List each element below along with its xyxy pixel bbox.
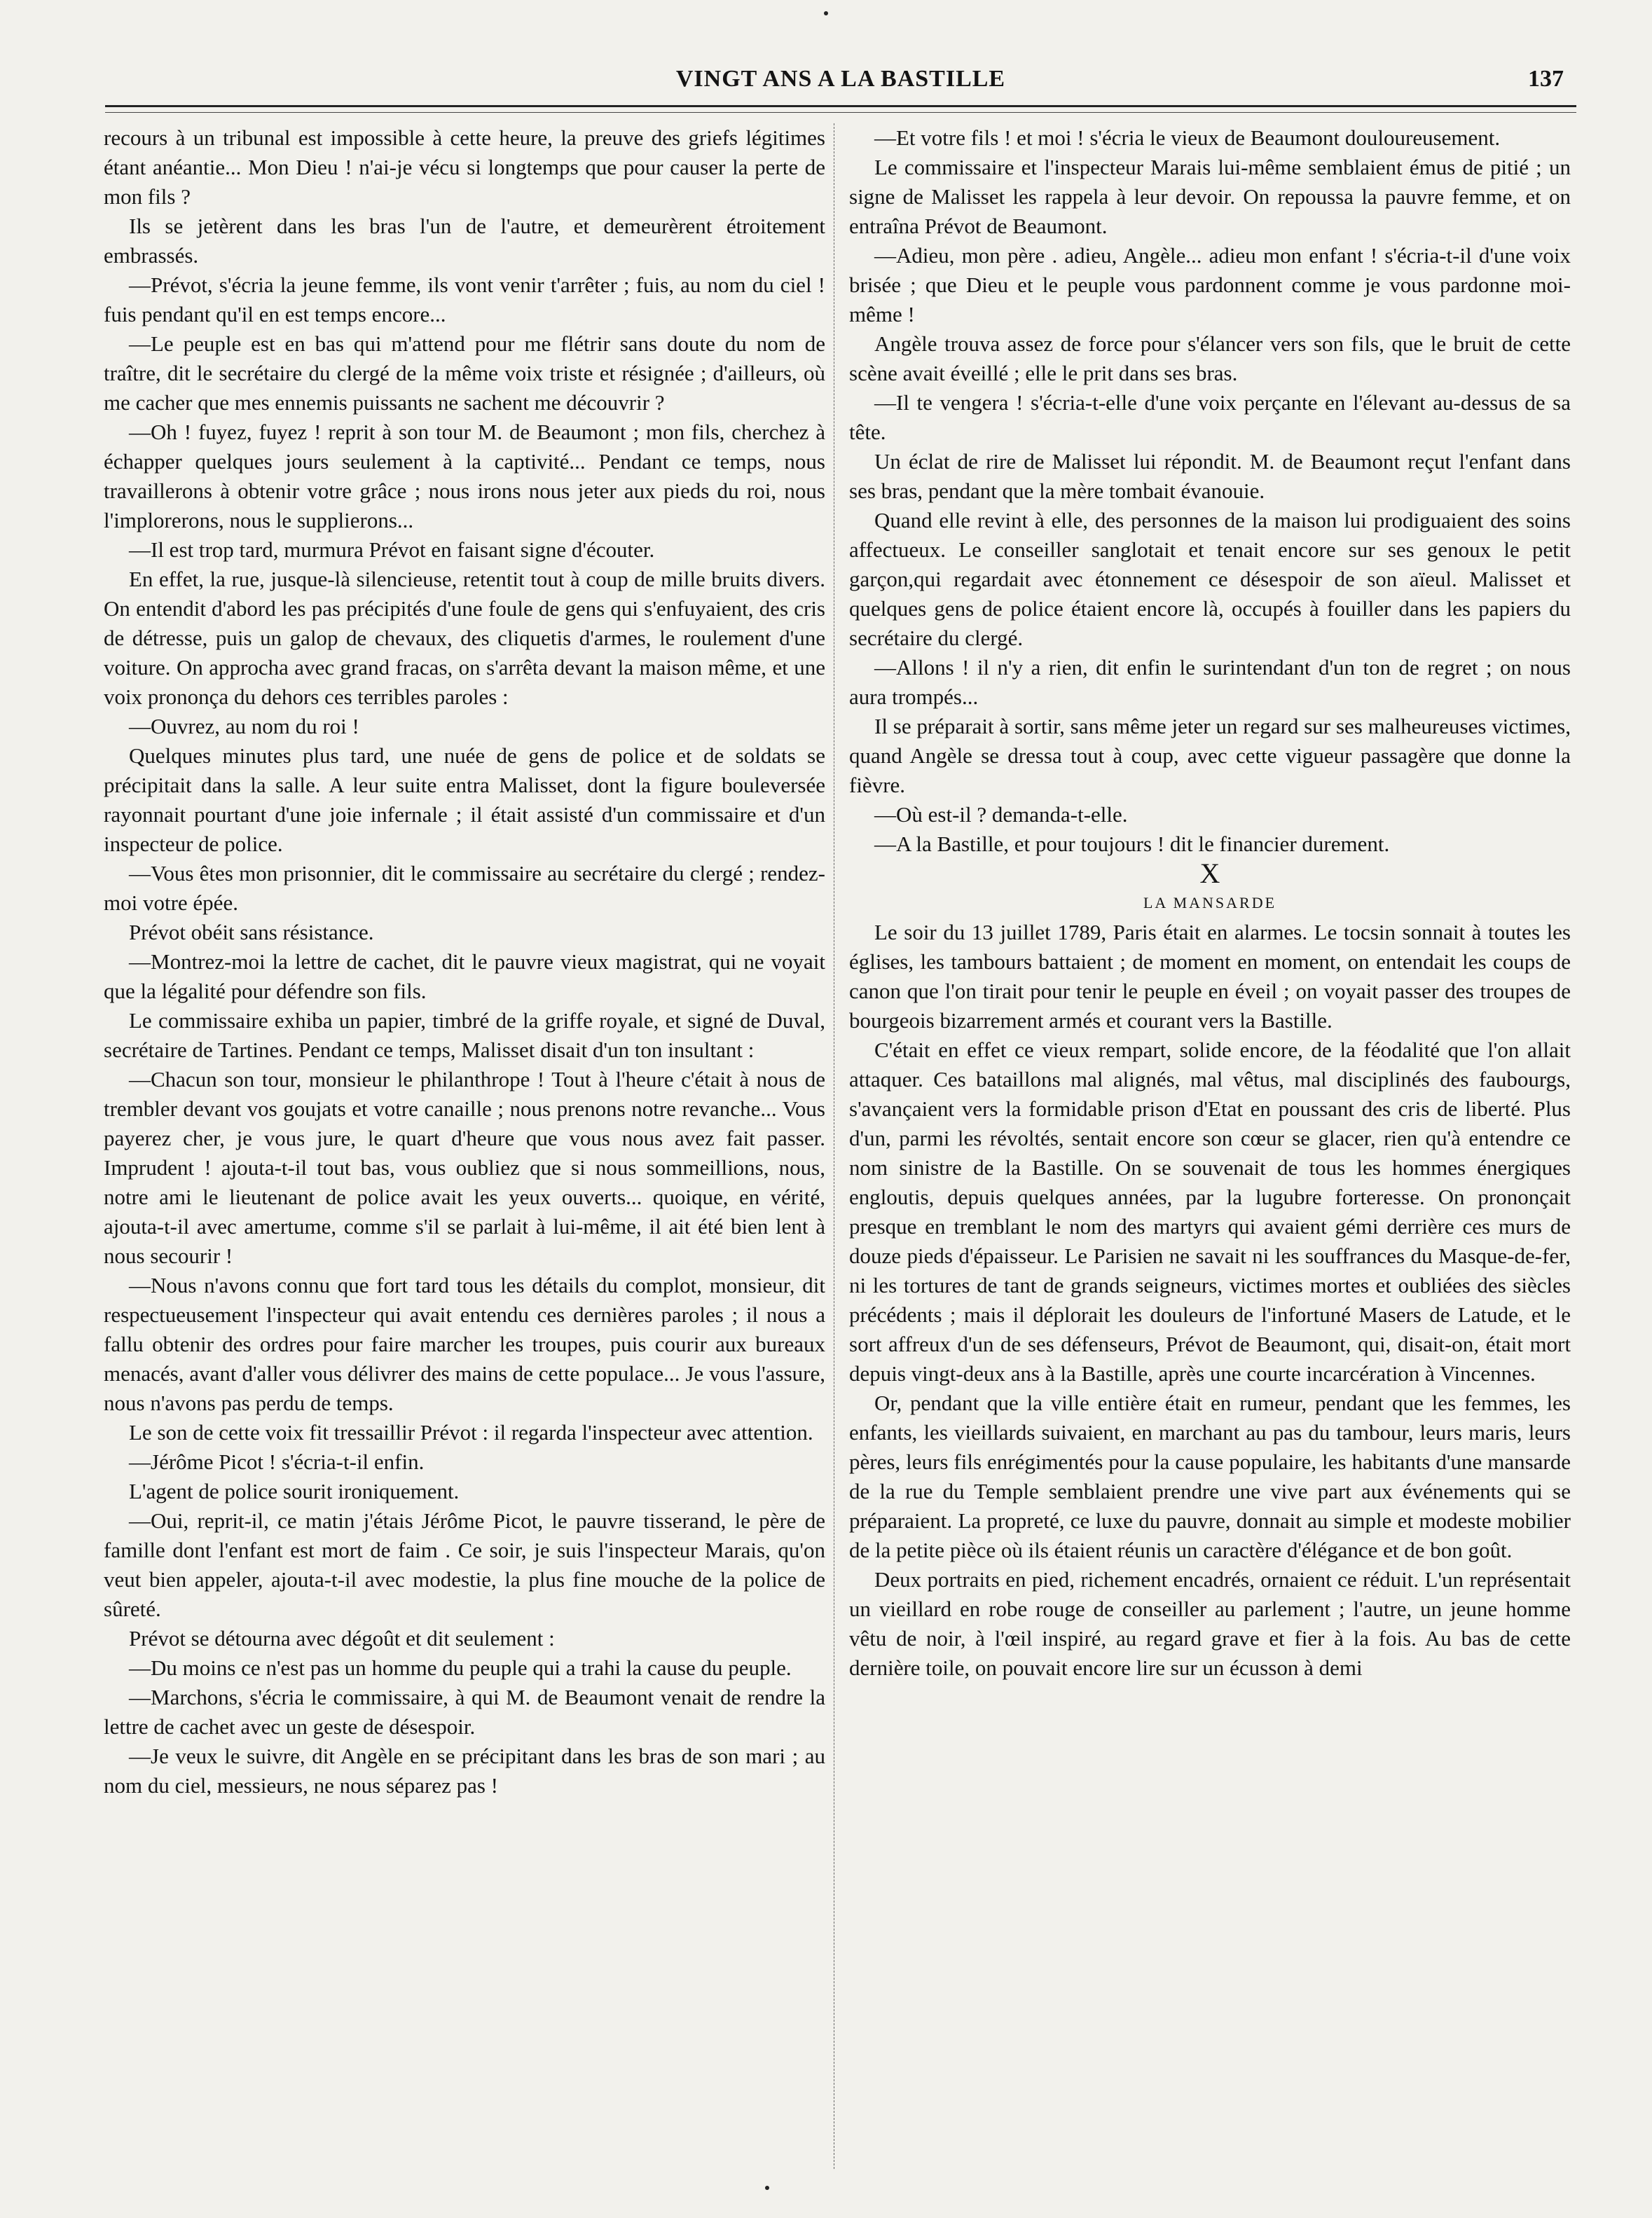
paragraph: Prévot obéit sans résistance.	[129, 920, 374, 944]
paragraph: —Vous êtes mon prisonnier, dit le commissaire au secrétaire du clergé ; rendez-moi votre épée.	[104, 861, 825, 915]
header-rule-thin	[105, 112, 1576, 113]
paragraph: —Il est trop tard, murmura Prévot en faisant signe d'écouter.	[129, 537, 655, 562]
paragraph: —Marchons, s'écria le commissaire, à qui M. de Beaumont venait de rendre la lettre de cachet avec un geste de désespoir.	[104, 1685, 825, 1739]
paragraph: C'était en effet ce vieux rempart, solide encore, de la féodalité que l'on allait attaquer. Ces bataillons mal alignés, mal vêtus, mal disciplinés des faubourgs, s'avançaient vers la formidable prison d'Etat en poussant des cris de liberté. Plus d'un, parmi les révoltés, sentait encore son cœur se glacer, rien qu'à entendre ce nom sinistre de la Bastille. On se souvenait de tous les hommes énergiques engloutis, depuis quelques années, par la lugubre forteresse. On prononçait presque en tremblant le nom des martyrs qui avaient gémi derrière ces murs de douze pieds d'épaisseur. Le Parisien ne savait ni les souffrances du Masque-de-fer, ni les tortures de tant de grands seigneurs, victimes mortes et oubliées des siècles précédents ; mais il déplorait les douleurs de l'infortuné Masers de Latude, et le sort affreux d'un de ses défenseurs, Prévot de Beaumont, qui, disait-on, était mort depuis vingt-deux ans à la Bastille, après une courte incarcération à Vincennes.	[849, 1038, 1571, 1386]
header-rule	[105, 105, 1576, 107]
ink-speck	[765, 2186, 769, 2190]
paragraph: Ils se jetèrent dans les bras l'un de l'autre, et demeurèrent étroitement embrassés.	[104, 214, 825, 268]
paragraph: recours à un tribunal est impossible à cette heure, la preuve des griefs légitimes étant anéantie... Mon Dieu ! n'ai-je vécu si longtemps que pour causer la perte de mon fils ?	[104, 125, 825, 209]
paragraph: L'agent de police sourit ironiquement.	[129, 1479, 460, 1503]
paragraph: —Et votre fils ! et moi ! s'écria le vieux de Beaumont douloureusement.	[874, 125, 1501, 150]
paragraph: —Ouvrez, au nom du roi !	[129, 714, 359, 738]
paragraph: —Prévot, s'écria la jeune femme, ils vont venir t'arrêter ; fuis, au nom du ciel ! fuis pendant qu'il en est temps encore...	[104, 273, 825, 326]
paragraph: —Nous n'avons connu que fort tard tous les détails du complot, monsieur, dit respectueusement l'inspecteur qui avait entendu ces dernières paroles ; il nous a fallu obtenir des ordres pour faire marcher les troupes, puis courir aux bureaux menacés, avant d'aller vous délivrer des mains de cette populace... Je vous l'assure, nous n'avons pas perdu de temps.	[104, 1273, 825, 1415]
paragraph: Le soir du 13 juillet 1789, Paris était en alarmes. Le tocsin sonnait à toutes les églises, les tambours battaient ; de moment en moment, on entendait les coups de canon que l'on tirait pour tenir le peuple en éveil ; on voyait passer des troupes de bourgeois bizarrement armés et courant vers la Bastille.	[849, 920, 1571, 1033]
paragraph: —Il te vengera ! s'écria-t-elle d'une voix perçante en l'élevant au-dessus de sa tête.	[849, 390, 1571, 444]
running-title: VINGT ANS A LA BASTILLE	[675, 66, 1006, 92]
paragraph: Le son de cette voix fit tressaillir Prévot : il regarda l'inspecteur avec attention.	[129, 1420, 813, 1445]
paragraph: —Jérôme Picot ! s'écria-t-il enfin.	[129, 1449, 425, 1474]
paragraph: —Où est-il ? demanda-t-elle.	[874, 802, 1128, 827]
paragraph: Quand elle revint à elle, des personnes de la maison lui prodiguaient des soins affectueux. Le conseiller sanglotait et tenait encore sur ses genoux le petit garçon,qui regardait avec étonnement ce désespoir de son aïeul. Malisset et quelques gens de police étaient encore là, occupés à fouiller dans les papiers du secrétaire du clergé.	[849, 508, 1571, 650]
paragraph: Le commissaire et l'inspecteur Marais lui-même semblaient émus de pitié ; un signe de Malisset les rappela à leur devoir. On repoussa la pauvre femme, et on entraîna Prévot de Beaumont.	[849, 155, 1571, 238]
paragraph: —Montrez-moi la lettre de cachet, dit le pauvre vieux magistrat, qui ne voyait que la légalité pour défendre son fils.	[104, 949, 825, 1003]
paragraph: —Oui, reprit-il, ce matin j'étais Jérôme Picot, le pauvre tisserand, le père de famille dont l'enfant est mort de faim . Ce soir, je suis l'inspecteur Marais, qu'on veut bien appeler, ajouta-t-il avec modestie, la plus fine mouche de la police de sûreté.	[104, 1508, 825, 1621]
paragraph: En effet, la rue, jusque-là silencieuse, retentit tout à coup de mille bruits divers. On entendit d'abord les pas précipités d'une foule de gens qui s'enfuyaient, des cris de détresse, puis un galop de chevaux, des cliquetis d'armes, le roulement d'une voiture. On approcha avec grand fracas, on s'arrêta devant la maison même, et une voix prononça du dehors ces terribles paroles :	[104, 567, 825, 709]
left-column	[104, 123, 825, 2183]
paragraph: —A la Bastille, et pour toujours ! dit le financier durement.	[874, 832, 1390, 856]
paragraph: Angèle trouva assez de force pour s'élancer vers son fils, que le bruit de cette scène avait éveillé ; elle le prit dans ses bras.	[849, 331, 1571, 385]
paragraph: —Du moins ce n'est pas un homme du peuple qui a trahi la cause du peuple.	[129, 1655, 792, 1680]
page-number: 137	[1528, 66, 1564, 92]
right-column	[849, 123, 1571, 2183]
paragraph: —Chacun son tour, monsieur le philanthrope ! Tout à l'heure c'était à nous de trembler devant vos goujats et votre canaille ; nous prenons notre revanche... Vous payerez cher, je vous jure, le quart d'heure que vous nous avez fait passer. Imprudent ! ajouta-t-il tout bas, vous oubliez que si nous sommeillions, nous, notre ami le lieutenant de police avait les yeux ouverts... quoique, en vérité, ajouta-t-il avec amertume, comme s'il se parlait à lui-même, il ait été bien lent à nous secourir !	[104, 1067, 825, 1268]
paragraph: Il se préparait à sortir, sans même jeter un regard sur ses malheureuses victimes, quand Angèle se dressa tout à coup, avec cette vigueur passagère que donne la fièvre.	[849, 714, 1571, 797]
paragraph: Quelques minutes plus tard, une nuée de gens de police et de soldats se précipitait dans la salle. A leur suite entra Malisset, dont la figure bouleversée rayonnait pourtant d'une joie infernale ; il était assisté d'un commissaire et d'un inspecteur de police.	[104, 743, 825, 856]
paragraph: Prévot se détourna avec dégoût et dit seulement :	[129, 1626, 555, 1651]
chapter-title: LA MANSARDE	[1143, 894, 1277, 911]
paragraph: Le commissaire exhiba un papier, timbré de la griffe royale, et signé de Duval, secrétaire de Tartines. Pendant ce temps, Malisset disait d'un ton insultant :	[104, 1008, 825, 1062]
paragraph: —Oh ! fuyez, fuyez ! reprit à son tour M. de Beaumont ; mon fils, cherchez à échapper quelques jours seulement à la captivité... Pendant ce temps, nous travaillerons à obtenir votre grâce ; nous irons nous jeter aux pieds du roi, nous l'implorerons, nous le supplierons...	[104, 420, 825, 532]
paragraph: Or, pendant que la ville entière était en rumeur, pendant que les femmes, les enfants, les vieillards suivaient, en marchant au pas du tambour, leurs maris, leurs pères, leurs fils enrégimentés pour la cause populaire, les habitants d'une mansarde de la rue du Temple semblaient prendre une vive part aux événements qui se préparaient. La propreté, ce luxe du pauvre, donnait au simple et modeste mobilier de la petite pièce où ils étaient réunis un caractère d'élégance et de bon goût.	[849, 1391, 1571, 1562]
running-header	[105, 62, 1576, 104]
paragraph: Deux portraits en pied, richement encadrés, ornaient ce réduit. L'un représentait un vieillard en robe rouge de conseiller au parlement ; l'autre, un jeune homme vêtu de noir, à l'œil inspiré, au regard grave et fier à la fois. Au bas de cette dernière toile, on pouvait encore lire sur un écusson à demi	[849, 1567, 1571, 1680]
chapter-number: X	[1199, 857, 1220, 889]
paragraph: Un éclat de rire de Malisset lui répondit. M. de Beaumont reçut l'enfant dans ses bras, pendant que la mère tombait évanouie.	[849, 449, 1571, 503]
paragraph: —Adieu, mon père . adieu, Angèle... adieu mon enfant ! s'écria-t-il d'une voix brisée ; que Dieu et le peuple vous pardonnent comme je vous pardonne moi-même !	[849, 243, 1571, 326]
paragraph: —Je veux le suivre, dit Angèle en se précipitant dans les bras de son mari ; au nom du ciel, messieurs, ne nous séparez pas !	[104, 1744, 825, 1798]
paragraph: —Le peuple est en bas qui m'attend pour me flétrir sans doute du nom de traître, dit le secrétaire du clergé de la même voix triste et résignée ; d'ailleurs, où me cacher que mes ennemis puissants ne sachent me découvrir ?	[104, 331, 825, 415]
ink-speck	[824, 11, 828, 15]
paragraph: —Allons ! il n'y a rien, dit enfin le surintendant d'un ton de regret ; on nous aura trompés...	[849, 655, 1571, 709]
